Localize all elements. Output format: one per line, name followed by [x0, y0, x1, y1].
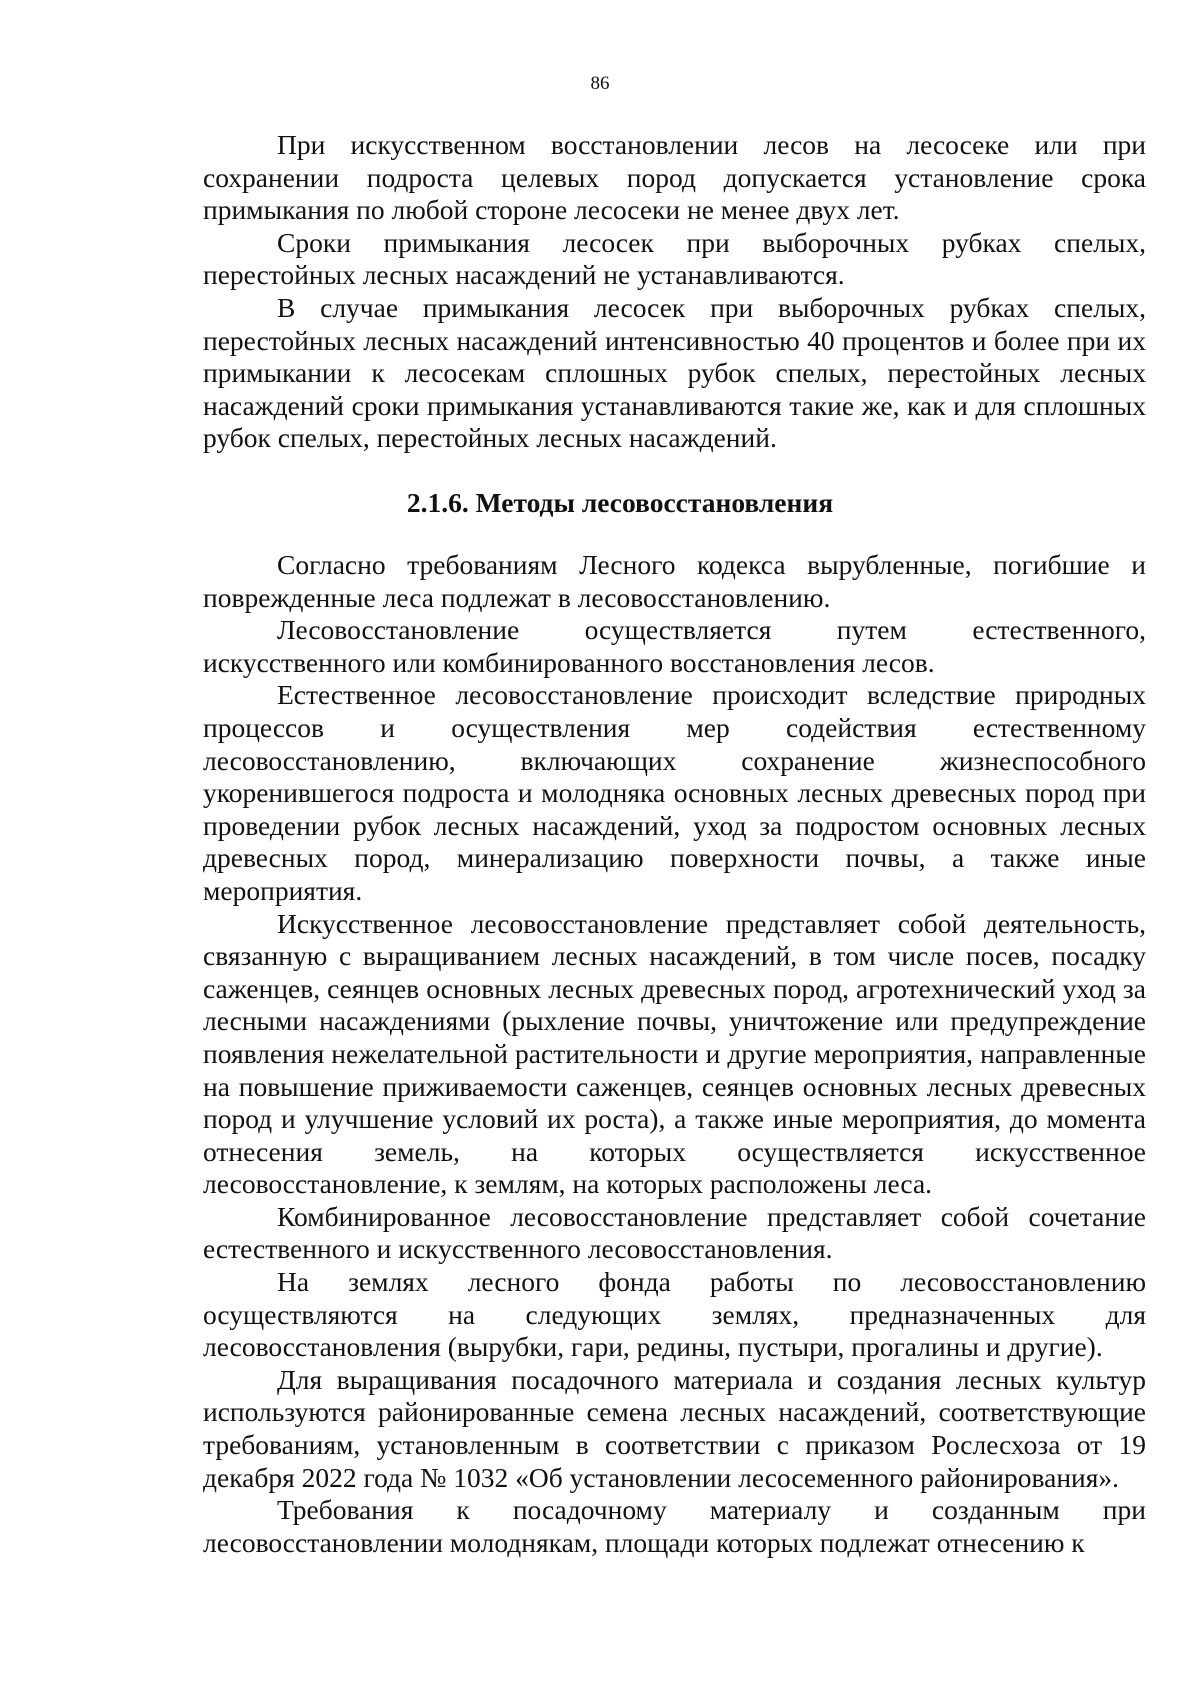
paragraph: Естественное лесовосстановление происходит вследствие природных процессов и осуществления мер содействия естественному лесовосстановлению, включающих сохранение жизнеспособного укоренившегося подроста и молодняка основных лесных древесных пород при проведении рубок лесных насаждений, уход за подростом основных лесных древесных пород, минерализацию поверхности почвы, а также иные мероприятия. [203, 679, 1146, 906]
text-block-adjacency [203, 129, 1146, 455]
paragraph: Для выращивания посадочного материала и создания лесных культур используются районированные семена лесных насаждений, соответствующие требованиям, установленным в соответствии с приказом Рослесхоза от 19 декабря 2022 года № 1032 «Об установлении лесосеменного районирования». [203, 1363, 1146, 1493]
paragraph: Сроки примыкания лесосек при выборочных рубках спелых, перестойных лесных насаждений не устанавливаются. [203, 226, 1146, 291]
paragraph: Согласно требованиям Лесного кодекса вырубленные, погибшие и поврежденные леса подлежат в лесовосстановлению. [203, 549, 1146, 613]
paragraph: Комбинированное лесовосстановление представляет собой сочетание естественного и искусственного лесовосстановления. [203, 1200, 1146, 1265]
paragraph: Требования к посадочному материалу и созданным при лесовосстановлении молоднякам, площади которых подлежат отнесению к [203, 1494, 1146, 1558]
paragraph: Искусственное лесовосстановление представляет собой деятельность, связанную с выращиванием лесных насаждений, в том числе посев, посадку саженцев, сеянцев основных лесных древесных пород, агротехнический уход за лесными насаждениями (рыхление почвы, уничтожение или предупреждение появления нежелательной растительности и другие мероприятия, направленные на повышение приживаемости саженцев, сеянцев основных лесных древесных пород и улучшение условий их роста), а также иные мероприятия, до момента отнесения земель, на которых осуществляется искусственное лесовосстановление, к землям, на которых расположены леса. [203, 907, 1146, 1200]
text-block-reforestation-methods [203, 549, 1146, 1559]
paragraph: При искусственном восстановлении лесов на лесосеке или при сохранении подроста целевых пород допускается установление срока примыкания по любой стороне лесосеки не менее двух лет. [203, 129, 1146, 226]
page-number: 86 [590, 73, 610, 94]
paragraph: В случае примыкания лесосек при выборочных рубках спелых, перестойных лесных насаждений интенсивностью 40 процентов и более при их примыкании к лесосекам сплошных рубок спелых, перестойных лесных насаждений сроки примыкания устанавливаются такие же, как и для сплошных рубок спелых, перестойных лесных насаждений. [203, 291, 1146, 454]
paragraph: На землях лесного фонда работы по лесовосстановлению осуществляются на следующих землях, предназначенных для лесовосстановления (вырубки, гари, редины, пустыри, прогалины и другие). [203, 1266, 1146, 1363]
section-heading: 2.1.6. Методы лесовосстановления [406, 487, 834, 518]
paragraph: Лесовосстановление осуществляется путем естественного, искусственного или комбинированного восстановления лесов. [203, 614, 1146, 678]
